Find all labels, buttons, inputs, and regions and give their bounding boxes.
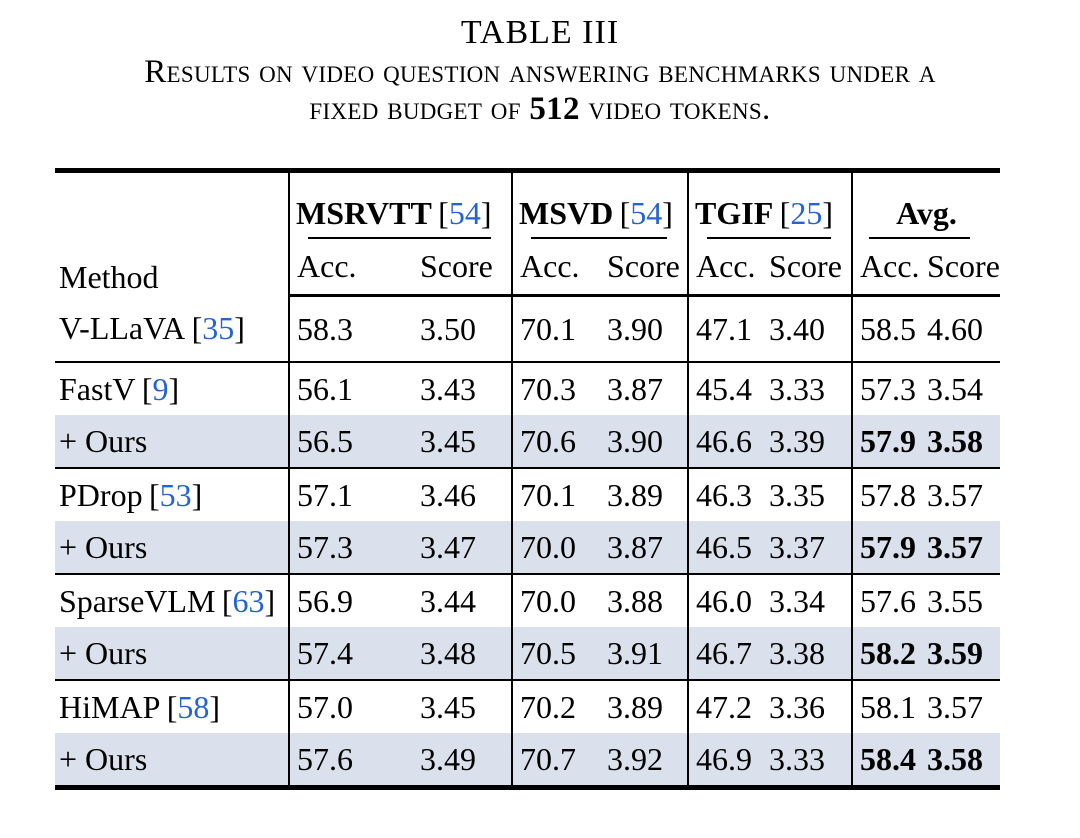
value-cell: 3.34 (762, 574, 852, 627)
table-header (55, 171, 1000, 296)
value-cell: 3.49 (420, 740, 476, 777)
method-name: SparseVLM (59, 582, 216, 619)
value-cell: 56.9 (289, 574, 413, 627)
value-cell: 45.4 (688, 362, 762, 415)
subheader-acc-msvd: Acc. (512, 239, 600, 296)
caption-token-budget: 512 (529, 91, 580, 128)
group-header-label (513, 195, 687, 232)
value-cell: 3.87 (607, 528, 664, 565)
method-cell (55, 680, 289, 733)
value-cell: 56.1 (289, 362, 413, 415)
citation-link[interactable]: 58 (177, 688, 210, 725)
value-cell: 46.6 (688, 415, 762, 468)
value-cell: 70.5 (512, 627, 600, 680)
subheader-score-msrvtt: Score (413, 239, 512, 296)
value-cell: 3.57 (927, 528, 984, 565)
table-row (55, 415, 1000, 468)
value-cell: 3.37 (769, 528, 826, 565)
header-row-groups (55, 171, 1000, 240)
value-cell: 70.1 (512, 296, 600, 363)
value-cell: 46.5 (688, 521, 762, 574)
column-header-method: Method (59, 258, 159, 295)
value-cell: 58.5 (852, 296, 920, 363)
value-cell: 57.4 (289, 627, 413, 680)
citation-link[interactable]: 54 (448, 195, 481, 232)
value-cell: 70.6 (512, 415, 600, 468)
value-cell: 70.3 (512, 362, 600, 415)
method-cell (55, 733, 289, 788)
table-caption-text (0, 54, 1080, 128)
bracket-close: ] (480, 195, 492, 232)
value-cell: 3.33 (769, 740, 826, 777)
value-cell: 3.90 (607, 422, 664, 459)
method-name: + Ours (59, 528, 148, 565)
bracket-close: ] (191, 476, 203, 513)
value-cell: 70.0 (512, 521, 600, 574)
value-cell: 3.89 (600, 468, 688, 521)
caption-line2-suffix: video tokens. (579, 91, 771, 128)
value-cell: 4.60 (927, 310, 984, 347)
value-cell: 47.2 (688, 680, 762, 733)
method-cell (55, 362, 289, 415)
value-cell: 70.1 (512, 468, 600, 521)
caption-line1: Results on video question answering benchmarks under a (144, 54, 936, 91)
citation-link[interactable]: 54 (630, 195, 663, 232)
group-header-msvd (512, 171, 688, 240)
value-cell: 57.6 (852, 574, 920, 627)
value-cell: 58.4 (852, 733, 920, 788)
method-name: FastV (59, 370, 136, 407)
value-cell: 57.1 (289, 468, 413, 521)
value-cell: 3.89 (600, 680, 688, 733)
bracket-close: ] (209, 688, 221, 725)
bracket-open: [ (779, 195, 791, 232)
value-cell: 47.1 (688, 296, 762, 363)
table-row (55, 296, 1000, 363)
bracket-open: [ (166, 688, 178, 725)
value-cell: 3.35 (762, 468, 852, 521)
value-cell: 56.5 (289, 415, 413, 468)
method-cell (55, 468, 289, 521)
value-cell: 3.46 (413, 468, 512, 521)
group-header-msrvtt (289, 171, 512, 240)
subheader-score-msvd: Score (600, 239, 688, 296)
value-cell: 3.43 (413, 362, 512, 415)
subheader-score-tgif: Score (762, 239, 852, 296)
bracket-open: [ (221, 582, 233, 619)
method-cell (55, 627, 289, 680)
method-name: + Ours (59, 422, 148, 459)
bracket-close: ] (822, 195, 833, 232)
benchmark-name: TGIF (695, 195, 774, 232)
value-cell: 58.1 (852, 680, 920, 733)
method-name: PDrop (59, 476, 143, 513)
value-cell: 58.2 (852, 627, 920, 680)
value-cell: 57.3 (852, 362, 920, 415)
value-cell: 3.50 (420, 310, 476, 347)
value-cell: 46.0 (688, 574, 762, 627)
value-cell: 57.8 (852, 468, 920, 521)
caption-line2-prefix: fixed budget of (309, 91, 530, 128)
table-row (55, 680, 1000, 733)
table-row (55, 468, 1000, 521)
group-header-label (290, 195, 511, 232)
subheader-acc-avg: Acc. (852, 239, 920, 296)
bracket-open: [ (141, 370, 153, 407)
bracket-close: ] (662, 195, 673, 232)
table-row (55, 521, 1000, 574)
value-cell: 46.7 (688, 627, 762, 680)
bracket-open: [ (619, 195, 631, 232)
citation-link[interactable]: 25 (790, 195, 823, 232)
value-cell: 70.2 (512, 680, 600, 733)
citation-link[interactable]: 35 (202, 310, 235, 347)
group-header-label (853, 195, 1000, 232)
subheader-acc-tgif: Acc. (688, 239, 762, 296)
table-row (55, 733, 1000, 788)
citation-link[interactable]: 63 (232, 582, 265, 619)
subheader-acc-msrvtt: Acc. (289, 239, 413, 296)
method-name: HiMAP (59, 688, 161, 725)
value-cell: 3.47 (420, 528, 476, 565)
value-cell: 3.55 (920, 574, 1000, 627)
table-caption-label: TABLE III (460, 14, 620, 51)
bracket-close: ] (168, 370, 180, 407)
value-cell: 3.38 (769, 634, 826, 671)
value-cell: 57.3 (289, 521, 413, 574)
group-header-label (689, 195, 851, 232)
citation-link[interactable]: 53 (159, 476, 192, 513)
table-row (55, 574, 1000, 627)
value-cell: 70.7 (512, 733, 600, 788)
value-cell: 3.45 (413, 680, 512, 733)
value-cell: 3.88 (600, 574, 688, 627)
method-cell (55, 296, 289, 363)
benchmark-name: Avg. (896, 195, 957, 232)
value-cell: 3.57 (920, 468, 1000, 521)
value-cell: 3.87 (600, 362, 688, 415)
method-name: V-LLaVA (59, 310, 186, 347)
group-header-tgif (688, 171, 852, 240)
value-cell: 57.9 (852, 521, 920, 574)
table-caption (0, 14, 1080, 128)
value-cell: 3.92 (607, 740, 664, 777)
value-cell: 70.0 (512, 574, 600, 627)
value-cell: 3.57 (920, 680, 1000, 733)
value-cell: 57.6 (289, 733, 413, 788)
value-cell: 58.3 (289, 296, 413, 363)
value-cell: 3.59 (927, 634, 984, 671)
value-cell: 3.33 (762, 362, 852, 415)
table-body (55, 296, 1000, 788)
value-cell: 3.54 (920, 362, 1000, 415)
method-cell (55, 415, 289, 468)
value-cell: 3.40 (769, 310, 826, 347)
value-cell: 46.3 (688, 468, 762, 521)
bracket-close: ] (234, 310, 245, 347)
method-name: + Ours (59, 740, 148, 777)
table-row (55, 362, 1000, 415)
benchmark-name: MSRVTT (296, 195, 432, 232)
group-header-avg (852, 171, 1000, 240)
method-cell (55, 521, 289, 574)
value-cell: 3.58 (927, 422, 984, 459)
method-cell (55, 574, 289, 627)
subheader-score-avg: Score (920, 239, 1000, 296)
value-cell: 57.9 (852, 415, 920, 468)
value-cell: 57.0 (289, 680, 413, 733)
bracket-open: [ (438, 195, 449, 232)
value-cell: 3.48 (420, 634, 476, 671)
bracket-close: ] (264, 582, 276, 619)
table-row (55, 627, 1000, 680)
results-table (55, 168, 1000, 790)
value-cell: 46.9 (688, 733, 762, 788)
value-cell: 3.39 (769, 422, 826, 459)
value-cell: 3.45 (420, 422, 476, 459)
value-cell: 3.91 (607, 634, 664, 671)
citation-link[interactable]: 9 (152, 370, 169, 407)
value-cell: 3.44 (413, 574, 512, 627)
method-name: + Ours (59, 634, 148, 671)
paper-page (0, 14, 1080, 838)
bracket-open: [ (191, 310, 203, 347)
value-cell: 3.36 (762, 680, 852, 733)
value-cell: 3.58 (927, 740, 984, 777)
value-cell: 3.90 (607, 310, 664, 347)
benchmark-name: MSVD (519, 195, 614, 232)
bracket-open: [ (148, 476, 160, 513)
